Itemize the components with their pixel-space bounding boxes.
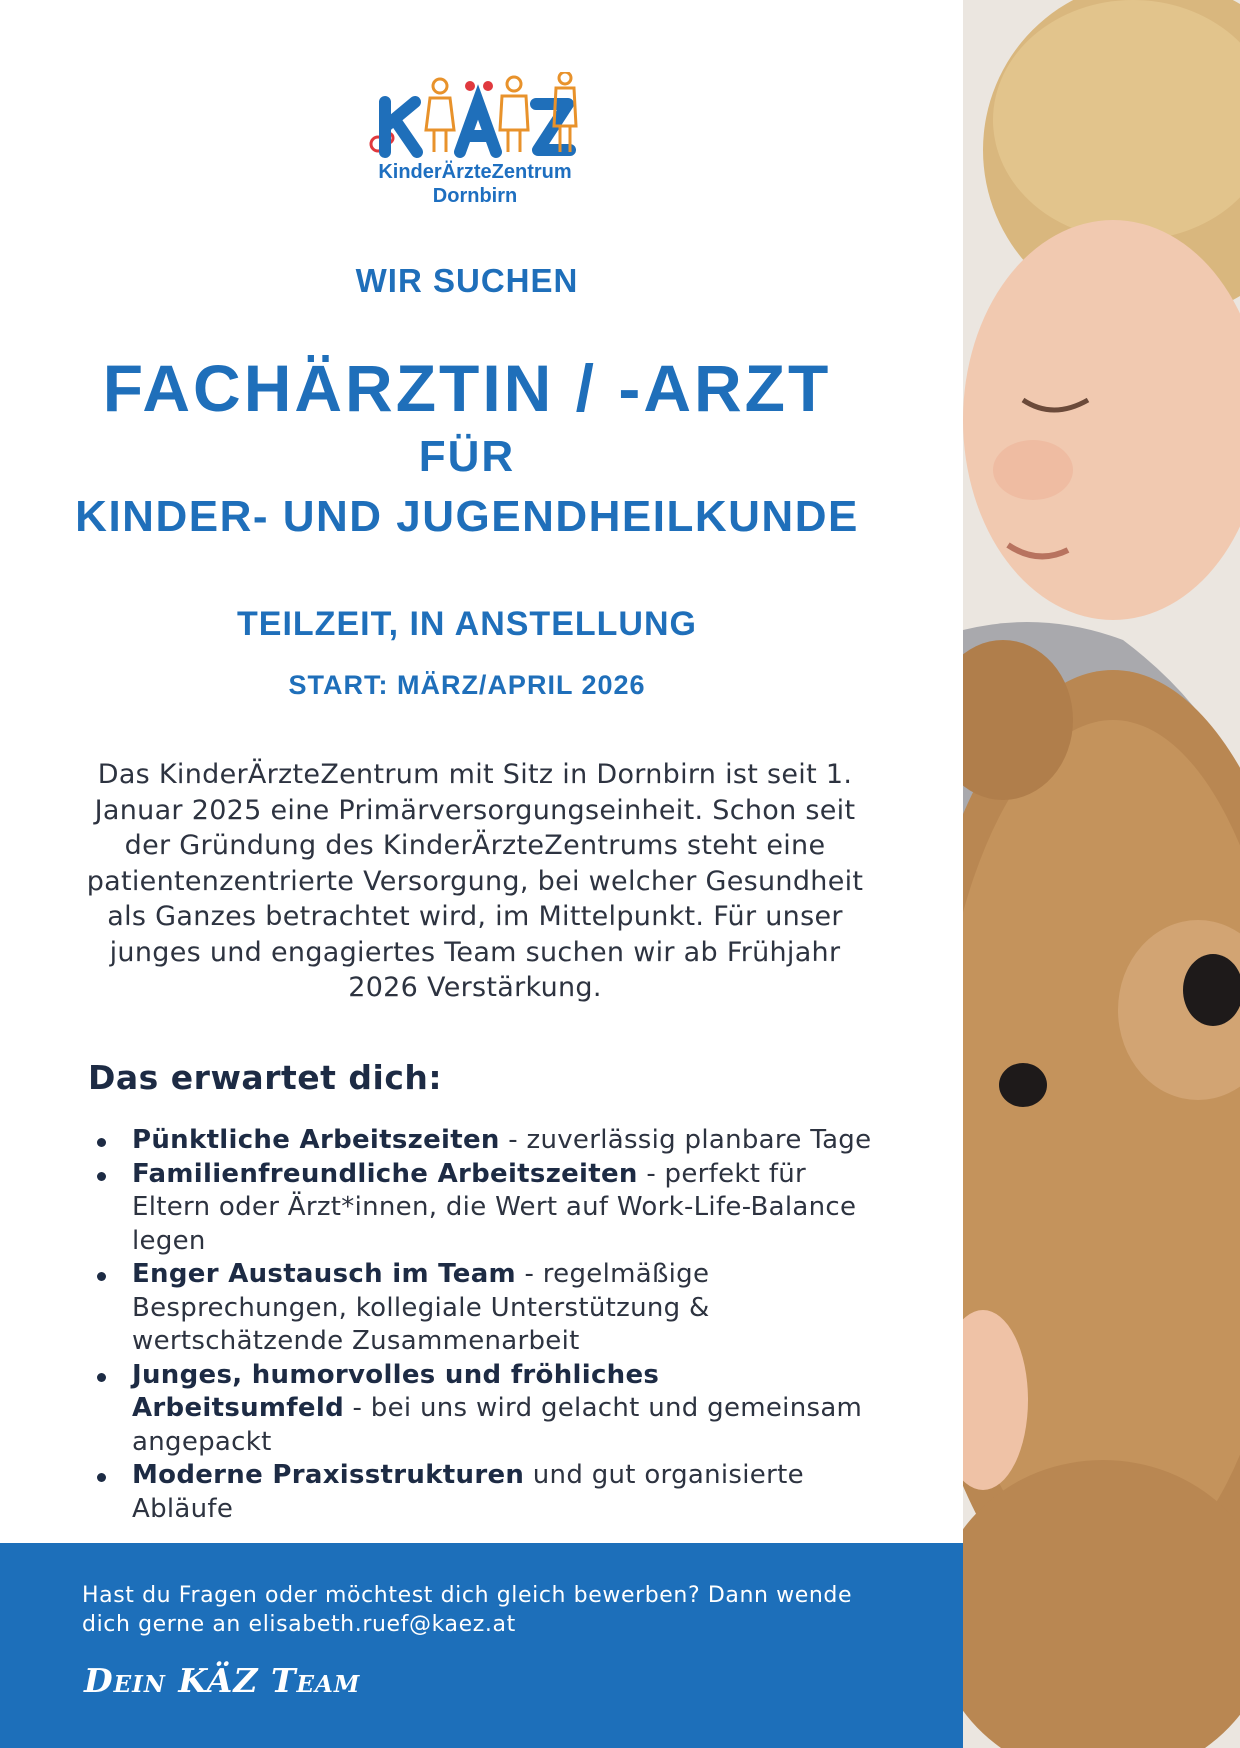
logo-mark <box>360 72 590 162</box>
benefit-text: - regelmäßige Besprechungen, kollegiale Unterstützung & wertschätzende Zusammenarbeit <box>132 1259 710 1356</box>
benefits-list <box>88 1124 878 1526</box>
benefit-title: Enger Austausch im Team <box>132 1259 516 1289</box>
benefit-item <box>88 1124 878 1158</box>
employment-type: TEILZEIT, IN ANSTELLUNG <box>237 605 697 643</box>
contact-line-2[interactable]: dich gerne an elisabeth.ruef@kaez.at <box>82 1612 516 1637</box>
contact-footer <box>0 1543 963 1748</box>
photo-illustration <box>963 0 1240 1748</box>
eyebrow-heading: WIR SUCHEN <box>355 262 579 299</box>
benefit-item <box>88 1258 878 1359</box>
benefit-item <box>88 1158 878 1259</box>
contact-line-1: Hast du Fragen oder möchtest dich gleich bewerben? Dann wende <box>82 1583 853 1608</box>
kaez-logo <box>360 72 590 212</box>
benefit-title: Moderne Praxisstrukturen <box>132 1460 525 1490</box>
benefit-title: Junges, humorvolles und fröhliches Arbeitsumfeld <box>132 1359 660 1423</box>
benefit-title: Pünktliche Arbeitszeiten <box>132 1125 500 1155</box>
intro-paragraph: Das KinderÄrzteZentrum mit Sitz in Dornbirn ist seit 1. Januar 2025 eine Primärversorgungseinheit. Schon seit der Gründung des KinderÄrzteZentrums steht eine patientenzentrierte Versorgung, bei welcher Gesundheit als Ganzes betrachtet wird, im Mittelpunkt. Für unser junges und engagiertes Team suchen wir ab Frühjahr 2026 Verstärkung. <box>86 759 864 1003</box>
benefit-text: - zuverlässig planbare Tage <box>499 1125 872 1155</box>
logo-subtitle-city: Dornbirn <box>432 185 518 207</box>
benefit-text: und gut organisierte Abläufe <box>132 1460 804 1524</box>
start-date: START: MÄRZ/APRIL 2026 <box>288 670 646 700</box>
child-teddy-photo <box>963 0 1240 1748</box>
job-title-line1: FACHÄRZTIN / -ARZT <box>102 351 832 425</box>
benefit-title: Familienfreundliche Arbeitszeiten <box>132 1158 638 1189</box>
job-title-line2: FÜR <box>418 432 516 481</box>
team-signature: Dein KÄZ Team <box>84 1661 361 1700</box>
benefits-heading: Das erwartet dich: <box>88 1058 443 1097</box>
job-title-line3: KINDER- UND JUGENDHEILKUNDE <box>75 492 859 541</box>
logo-subtitle-name: KinderÄrzteZentrum <box>378 161 572 183</box>
benefit-item <box>88 1359 878 1460</box>
benefit-item <box>88 1459 878 1526</box>
benefit-text: - perfekt für Eltern oder Ärzt*innen, die Wert auf Work-Life-Balance legen <box>132 1158 857 1256</box>
contact-text <box>82 1581 882 1639</box>
benefit-text: - bei uns wird gelacht und gemeinsam angepackt <box>132 1393 863 1457</box>
